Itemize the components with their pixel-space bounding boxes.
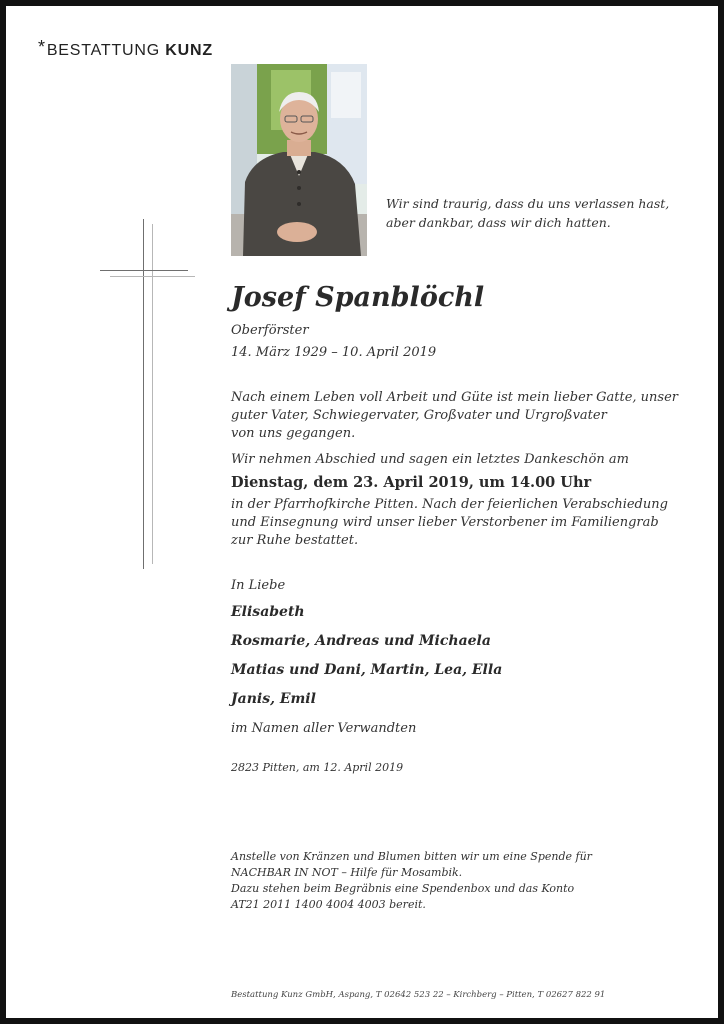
message-line: und Einsegnung wird unser lieber Verstorbener im Familiengrab	[231, 515, 659, 530]
mourner-name: Rosmarie, Andreas und Michaela	[231, 633, 491, 649]
logo-star: *	[38, 37, 46, 57]
place-date: 2823 Pitten, am 12. April 2019	[231, 761, 404, 774]
portrait-photo	[231, 64, 367, 256]
message-line: von uns gegangen.	[231, 426, 356, 441]
cross-horizontal-shadow	[110, 276, 195, 277]
donation-line: AT21 2011 1400 4004 4003 bereit.	[231, 898, 426, 911]
mourner-name: Elisabeth	[231, 604, 305, 620]
message-line: zur Ruhe bestattet.	[231, 533, 359, 548]
deceased-name: Josef Spanblöchl	[231, 282, 485, 313]
message-line: Nach einem Leben voll Arbeit und Güte ist mein lieber Gatte, unser	[231, 390, 678, 405]
mourners-intro: In Liebe	[231, 578, 286, 593]
company-logo	[38, 39, 213, 60]
portrait-illustration	[231, 64, 367, 256]
funeral-date: Dienstag, dem 23. April 2019, um 14.00 Uhr	[231, 474, 592, 491]
memorial-quote	[386, 194, 686, 232]
donation-line: NACHBAR IN NOT – Hilfe für Mosambik.	[231, 866, 463, 879]
mourner-name: Janis, Emil	[231, 691, 316, 707]
cross-vertical-line	[143, 219, 144, 569]
quote-line: aber dankbar, dass wir dich hatten.	[386, 215, 611, 230]
deceased-title: Oberförster	[231, 323, 309, 338]
logo-text-bold: KUNZ	[165, 42, 213, 59]
footer-contact: Bestattung Kunz GmbH, Aspang, T 02642 523 22 – Kirchberg – Pitten, T 02627 822 91	[231, 990, 606, 1000]
mourners-closing: im Namen aller Verwandten	[231, 721, 417, 736]
message-line: in der Pfarrhofkirche Pitten. Nach der feierlichen Verabschiedung	[231, 497, 668, 512]
donation-line: Dazu stehen beim Begräbnis eine Spendenbox und das Konto	[231, 882, 575, 895]
cross-horizontal-line	[100, 270, 188, 271]
donation-line: Anstelle von Kränzen und Blumen bitten wir um eine Spende für	[231, 850, 592, 863]
mourner-name: Matias und Dani, Martin, Lea, Ella	[231, 662, 503, 678]
logo-text-regular: BESTATTUNG	[46, 42, 160, 59]
message-line: Wir nehmen Abschied und sagen ein letztes Dankeschön am	[231, 452, 629, 467]
message-line: guter Vater, Schwiegervater, Großvater und Urgroßvater	[231, 408, 607, 423]
life-dates: 14. März 1929 – 10. April 2019	[231, 345, 437, 360]
quote-line: Wir sind traurig, dass du uns verlassen hast,	[386, 196, 670, 211]
cross-vertical-shadow	[152, 224, 153, 564]
